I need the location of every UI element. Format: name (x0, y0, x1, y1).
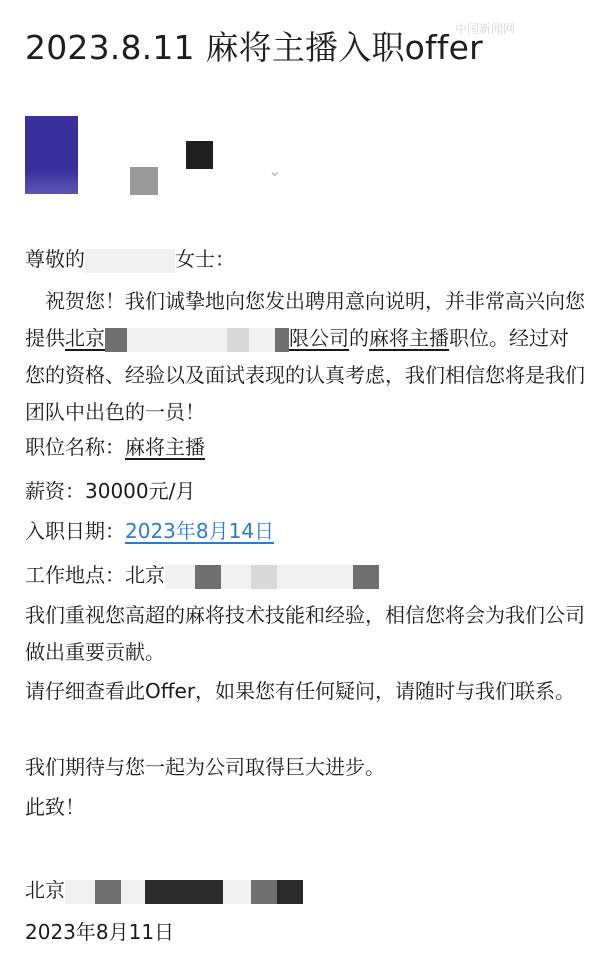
redacted-location-3 (221, 565, 251, 589)
signature-date: 2023年8月11日 (25, 920, 175, 944)
watermark: 中国新闻网 (455, 22, 516, 36)
redacted-location-4 (251, 565, 277, 589)
paragraph-appreciation: 我们重视您高超的麻将技术技能和经验，相信您将会为我们公司做出重要贡献。 (25, 603, 585, 664)
email-title: 2023.8.11 麻将主播入职offer (25, 28, 483, 67)
start-date-row (25, 513, 585, 550)
redacted-signature-3 (121, 880, 145, 904)
intro-text-b: 的 (349, 326, 369, 350)
salary-value: 30000元/月 (85, 479, 196, 503)
position-row (25, 429, 585, 466)
redacted-signature-6 (251, 880, 277, 904)
redacted-signature-1 (65, 880, 95, 904)
position-label: 职位名称： (25, 435, 125, 459)
intro-text-a: 祝贺您！我们诚挚地向您发出聘用意向说明，并非常高兴向您提供 (25, 289, 585, 350)
company-name (65, 326, 349, 350)
paragraph-future: 我们期待与您一起为公司取得巨大进步。 (25, 755, 385, 779)
paragraph-review: 请仔细查看此Offer，如果您有任何疑问，请随时与我们联系。 (25, 679, 576, 703)
signature-city: 北京 (25, 878, 65, 902)
company-prefix: 北京 (65, 326, 105, 350)
start-date-link[interactable]: 2023年8月14日 (125, 519, 275, 543)
position-value: 麻将主播 (125, 435, 205, 459)
intro-text-c: 职位。经过对您的资格、经验以及面试表现的认真考虑，我们相信您将是我们团队中出色的一员！ (25, 326, 585, 424)
redacted-signature-4 (145, 880, 223, 904)
avatar-shade (25, 170, 78, 194)
chevron-down-icon[interactable]: ⌄ (268, 161, 282, 180)
redacted-name (85, 249, 175, 273)
redacted-location-5 (277, 565, 353, 589)
redacted-company-3 (227, 328, 249, 352)
start-date-label: 入职日期： (25, 519, 125, 543)
redacted-sender-name (130, 167, 158, 195)
salutation-prefix: 尊敬的 (25, 247, 85, 271)
redacted-signature-5 (223, 880, 251, 904)
location-value: 北京 (125, 563, 165, 587)
salary-label: 薪资： (25, 479, 85, 503)
paragraph-offer-intro (25, 283, 585, 431)
redacted-company-5 (275, 328, 289, 352)
salary-row (25, 473, 585, 510)
redacted-signature-2 (95, 880, 121, 904)
redacted-company-4 (249, 328, 275, 352)
location-label: 工作地点： (25, 563, 125, 587)
salutation-suffix: 女士： (175, 247, 235, 271)
redacted-company-1 (105, 328, 127, 352)
closing: 此致！ (25, 795, 85, 819)
redacted-signature-7 (277, 880, 303, 904)
redacted-location-2 (195, 565, 221, 589)
redacted-sender-address (186, 141, 213, 169)
redacted-location-1 (165, 565, 195, 589)
location-row (25, 557, 585, 594)
salutation (25, 241, 585, 278)
signature-row (25, 872, 585, 909)
position-name-inline: 麻将主播 (369, 326, 449, 350)
redacted-company-2 (127, 328, 227, 352)
company-suffix: 限公司 (289, 326, 349, 350)
redacted-location-6 (353, 565, 379, 589)
